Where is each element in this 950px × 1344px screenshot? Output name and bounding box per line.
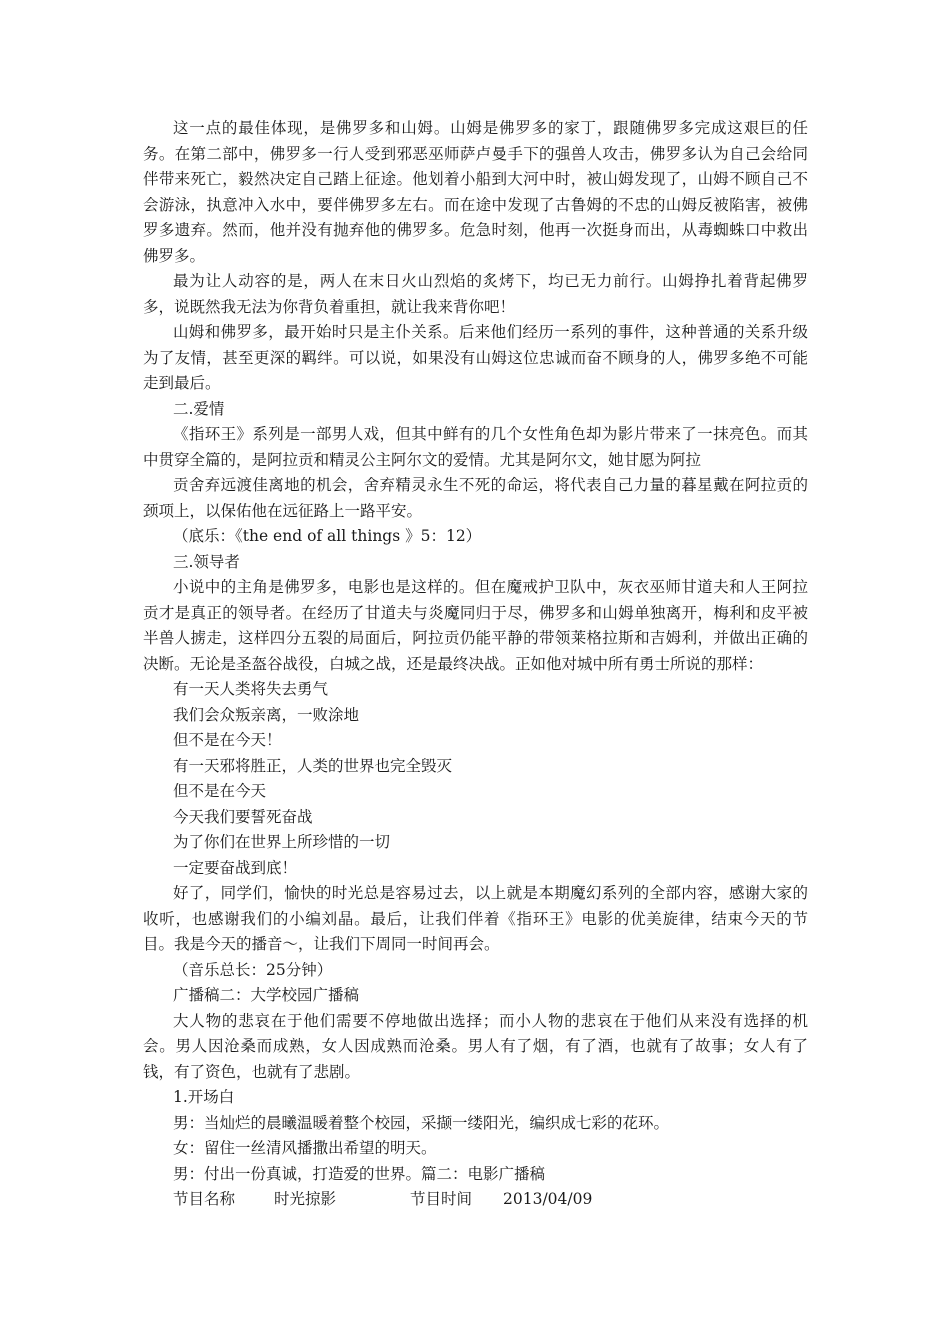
speech-line: 今天我们要誓死奋战	[173, 807, 313, 826]
program-name-value: 时光掠影	[274, 1190, 337, 1208]
paragraph-mount-doom: 最为让人动容的是，两人在末日火山烈焰的炙烤下，均已无力前行。山姆挣扎着背起佛罗多，说既然我无法为你背负着重担，就让我来背你吧！	[143, 272, 808, 316]
speech-line: 但不是在今天	[173, 782, 267, 800]
music-note-2: （音乐总长：25分钟）	[173, 960, 333, 979]
speech-line: 我们会众叛亲离，一败涂地	[173, 705, 360, 724]
program-time-label: 节目时间	[410, 1190, 473, 1208]
paragraph-frodo-sam: 这一点的最佳体现，是佛罗多和山姆。山姆是佛罗多的家丁，跟随佛罗多完成这艰巨的任务。在第二部中，佛罗多一行人受到邪恶巫师萨卢曼手下的强兽人攻击，佛罗多认为自己会给同伴带来死亡，毅然决定自己踏上征途。他划着小船到大河中时，被山姆发现了，山姆不顾自己不会游泳，执意冲入水中，要伴佛罗多左右。而在途中发现了古鲁姆的不忠的山姆反被陷害，被佛罗多遗弃。然而，他并没有抛弃他的佛罗多。危急时刻，他再一次挺身而出，从毒蜘蛛口中救出佛罗多。	[143, 119, 808, 265]
program-name-label: 节目名称	[173, 1190, 236, 1208]
paragraph-leader: 小说中的主角是佛罗多，电影也是这样的。但在魔戒护卫队中，灰衣巫师甘道夫和人王阿拉贡才是真正的领导者。在经历了甘道夫与炎魔同归于尽，佛罗多和山姆单独离开，梅利和皮平被半兽人掳走，这样四分五裂的局面后，阿拉贡仍能平静的带领莱格拉斯和吉姆利，并做出正确的决断。无论是圣盔谷战役，白城之战，还是最终决战。正如他对城中所有勇士所说的那样：	[143, 578, 808, 673]
paragraph-bond: 山姆和佛罗多，最开始时只是主仆关系。后来他们经历一系列的事件，这种普通的关系升级为了友情，甚至更深的羁绊。可以说，如果没有山姆这位忠诚而奋不顾身的人，佛罗多绝不可能走到最后。	[143, 323, 808, 392]
paragraph-love-2: 贡舍弃远渡佳离地的机会，舍弃精灵永生不死的命运，将代表自己力量的暮星戴在阿拉贡的颈项上，以保佑他在远征路上一路平安。	[143, 476, 808, 520]
speech-line: 有一天邪将胜正，人类的世界也完全毁灭	[173, 756, 453, 775]
dialogue-line-female: 女：留住一丝清风播撒出希望的明天。	[173, 1139, 437, 1157]
section-heading-broadcast-2: 广播稿二：大学校园广播稿	[173, 986, 360, 1004]
section-heading-love: 二.爱情	[173, 399, 225, 418]
paragraph-love-1: 《指环王》系列是一部男人戏，但其中鲜有的几个女性角色却为影片带来了一抹亮色。而其中贯穿全篇的，是阿拉贡和精灵公主阿尔文的爱情。尤其是阿尔文，她甘愿为阿拉	[143, 425, 808, 469]
document-body	[143, 116, 808, 1213]
paragraph-big-small-people: 大人物的悲哀在于他们需要不停地做出选择；而小人物的悲哀在于他们从来没有选择的机会。男人因沧桑而成熟，女人因成熟而沧桑。男人有了烟，有了酒，也就有了故事；女人有了钱，有了资色，也就有了悲剧。	[143, 1011, 808, 1081]
speech-line: 有一天人类将失去勇气	[173, 680, 329, 698]
speech-line: 但不是在今天！	[173, 731, 282, 749]
program-info-row	[143, 1187, 808, 1213]
speech-line: 一定要奋战到底！	[173, 858, 298, 877]
section-heading-leader: 三.领导者	[173, 552, 240, 571]
dialogue-line-male: 男：当灿烂的晨曦温暖着整个校园，采撷一缕阳光，编织成七彩的花环。	[173, 1113, 670, 1132]
music-note-1: （底乐：《the end of all things 》5：12）	[173, 527, 482, 545]
program-time-value: 2013/04/09	[503, 1190, 593, 1208]
paragraph-closing: 好了，同学们，愉快的时光总是容易过去，以上就是本期魔幻系列的全部内容，感谢大家的收听，也感谢我们的小编刘晶。最后，让我们伴着《指环王》电影的优美旋律，结束今天的节目。我是今天的播音～，让我们下周同一时间再会。	[143, 884, 808, 953]
speech-line: 为了你们在世界上所珍惜的一切	[173, 833, 391, 851]
section-heading-opening: 1.开场白	[173, 1088, 235, 1106]
dialogue-line-male: 男：付出一份真诚，打造爱的世界。篇二：电影广播稿	[173, 1164, 546, 1183]
